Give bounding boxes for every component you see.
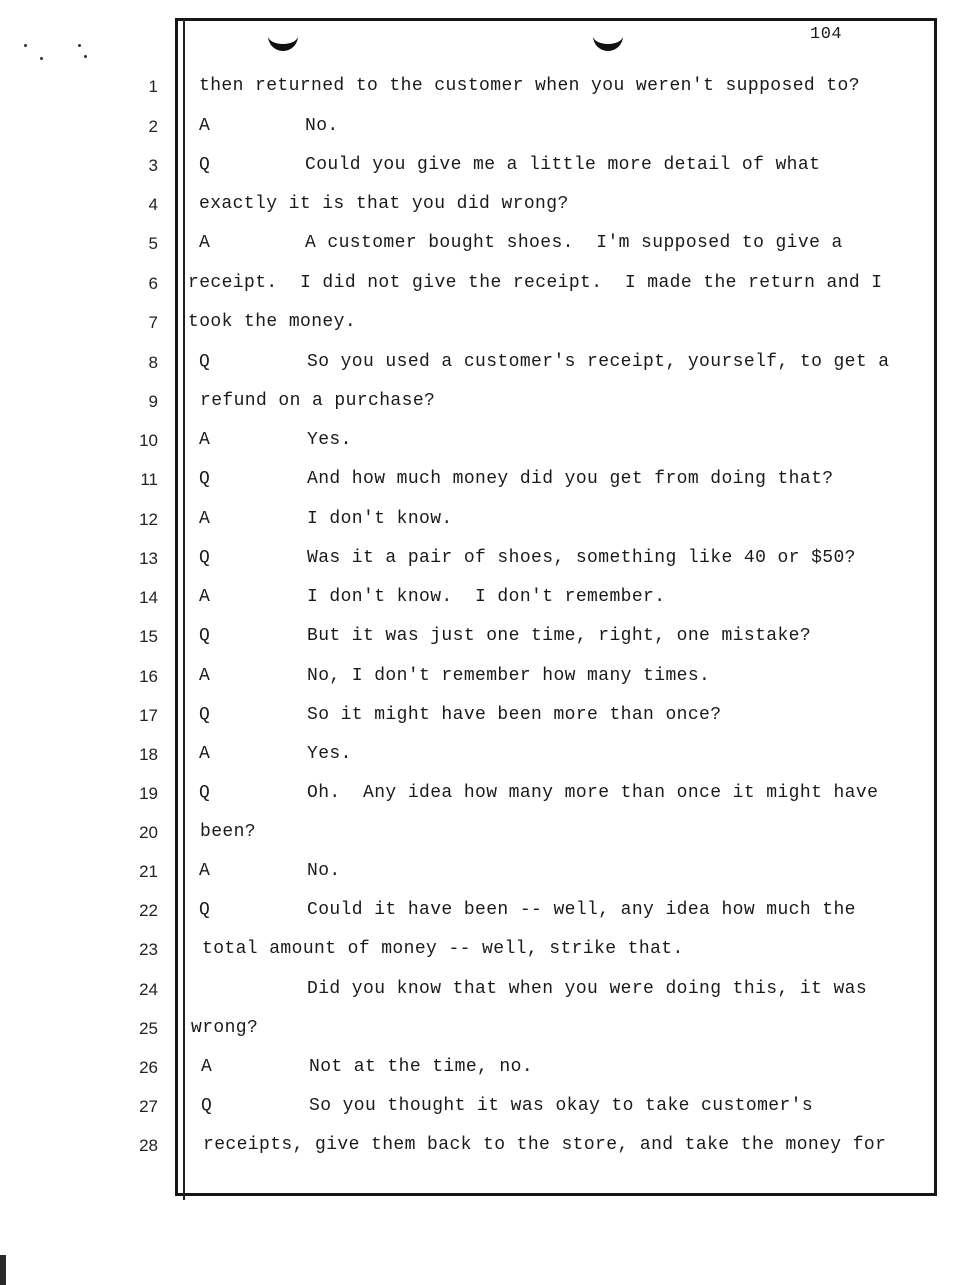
line-number: 19 [139, 784, 158, 803]
line-text: been? [200, 822, 257, 842]
line-number: 23 [139, 940, 158, 959]
speaker-label: Q [199, 783, 210, 803]
line-text: I don't know. I don't remember. [307, 587, 666, 607]
scan-speck [78, 44, 81, 47]
line-number: 15 [139, 627, 158, 646]
line-text: Could you give me a little more detail of what [305, 155, 821, 175]
scan-edge-mark [0, 1255, 6, 1285]
line-number: 26 [139, 1058, 158, 1077]
line-number: 24 [139, 980, 158, 999]
speaker-label: A [199, 666, 210, 686]
line-text: So you thought it was okay to take customer's [309, 1096, 814, 1116]
speaker-label: A [199, 430, 210, 450]
line-text: took the money. [188, 312, 357, 332]
speaker-label: A [199, 744, 210, 764]
line-text: exactly it is that you did wrong? [199, 194, 569, 214]
line-text: No. [305, 116, 339, 136]
speaker-label: Q [199, 155, 210, 175]
line-number: 18 [139, 745, 158, 764]
line-number: 13 [139, 549, 158, 568]
line-number: 3 [148, 156, 158, 175]
margin-rule [183, 20, 185, 1200]
line-number: 9 [148, 392, 158, 411]
scan-speck [84, 55, 87, 58]
line-text: total amount of money -- well, strike that. [202, 939, 684, 959]
speaker-label: A [199, 509, 210, 529]
line-text: A customer bought shoes. I'm supposed to give a [305, 233, 843, 253]
line-text: But it was just one time, right, one mistake? [307, 626, 812, 646]
line-text: Could it have been -- well, any idea how much the [307, 900, 856, 920]
speaker-label: A [199, 587, 210, 607]
line-number: 5 [148, 234, 158, 253]
speaker-label: Q [199, 352, 210, 372]
speaker-label: A [199, 233, 210, 253]
line-text: Oh. Any idea how many more than once it might have [307, 783, 879, 803]
speaker-label: A [199, 116, 210, 136]
line-number: 10 [139, 431, 158, 450]
line-number: 6 [148, 274, 158, 293]
line-text: Not at the time, no. [309, 1057, 534, 1077]
line-text: So you used a customer's receipt, yourself, to get a [307, 352, 890, 372]
line-text: I don't know. [307, 509, 453, 529]
line-number: 2 [148, 117, 158, 136]
speaker-label: Q [199, 469, 210, 489]
line-text: Yes. [307, 430, 352, 450]
line-number: 25 [139, 1019, 158, 1038]
speaker-label: Q [199, 626, 210, 646]
line-number: 12 [139, 510, 158, 529]
speaker-label: A [201, 1057, 212, 1077]
line-text: Was it a pair of shoes, something like 40 or $50? [307, 548, 856, 568]
scan-speck [40, 57, 43, 60]
line-text: No. [307, 861, 341, 881]
line-number: 4 [148, 195, 158, 214]
line-text: wrong? [191, 1018, 259, 1038]
speaker-label: Q [199, 900, 210, 920]
speaker-label: Q [199, 548, 210, 568]
line-number: 17 [139, 706, 158, 725]
line-number: 20 [139, 823, 158, 842]
speaker-label: Q [201, 1096, 212, 1116]
line-text: receipts, give them back to the store, and take the money for [203, 1135, 887, 1155]
line-number: 7 [148, 313, 158, 332]
line-text: receipt. I did not give the receipt. I made the return and I [188, 273, 883, 293]
line-text: No, I don't remember how many times. [307, 666, 711, 686]
line-number: 1 [148, 77, 158, 96]
line-number: 8 [148, 353, 158, 372]
page-number: 104 [810, 25, 843, 44]
speaker-label: Q [199, 705, 210, 725]
line-number: 11 [140, 470, 158, 489]
line-text: Yes. [307, 744, 352, 764]
line-number: 21 [139, 862, 158, 881]
line-text: refund on a purchase? [200, 391, 436, 411]
line-number: 27 [139, 1097, 158, 1116]
speaker-label: A [199, 861, 210, 881]
line-number: 16 [139, 667, 158, 686]
line-number: 14 [139, 588, 158, 607]
line-number: 22 [139, 901, 158, 920]
line-text: Did you know that when you were doing this, it was [307, 979, 868, 999]
line-text: So it might have been more than once? [307, 705, 722, 725]
scan-speck [24, 44, 27, 47]
line-text: then returned to the customer when you weren't supposed to? [199, 76, 860, 96]
line-number: 28 [139, 1136, 158, 1155]
line-text: And how much money did you get from doing that? [307, 469, 834, 489]
